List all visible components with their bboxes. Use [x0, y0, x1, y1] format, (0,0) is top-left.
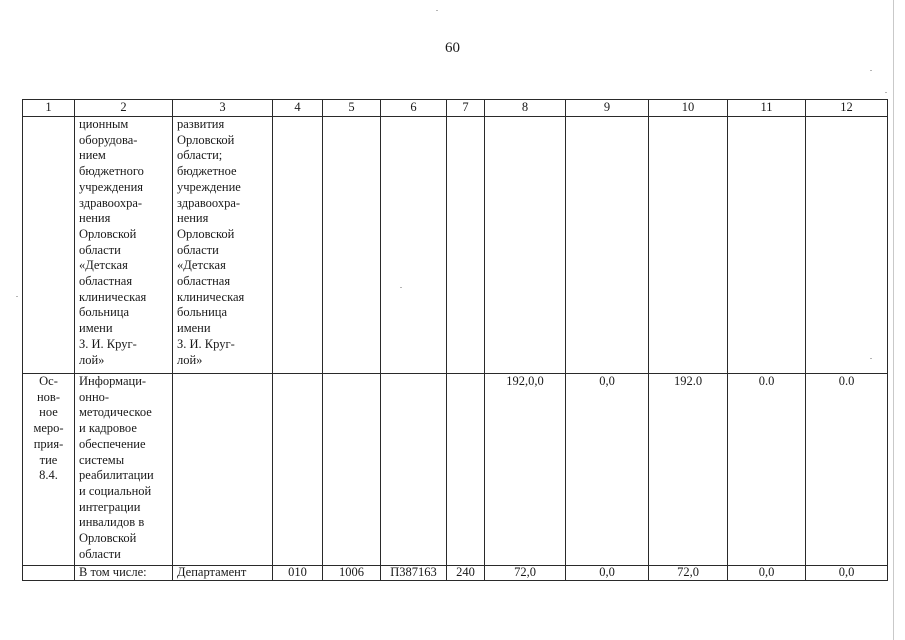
- scan-speck: [400, 287, 402, 288]
- row2-col12: 0.0: [806, 374, 888, 566]
- header-cell-7: 7: [447, 100, 485, 117]
- header-row: [23, 100, 888, 117]
- row3-col7-code: 240: [447, 566, 485, 581]
- row3-col3-department: Департамент: [173, 566, 273, 581]
- row3-col11: 0,0: [728, 566, 806, 581]
- table-row: [23, 566, 888, 581]
- header-cell-8: 8: [485, 100, 566, 117]
- table-row: [23, 117, 888, 374]
- header-cell-9: 9: [566, 100, 649, 117]
- row1-col10: [649, 117, 728, 374]
- table-row: [23, 374, 888, 566]
- header-cell-5: 5: [323, 100, 381, 117]
- scan-speck: [16, 296, 18, 297]
- header-cell-3: 3: [173, 100, 273, 117]
- row2-col7: [447, 374, 485, 566]
- row3-col12: 0,0: [806, 566, 888, 581]
- row3-col6-code: П387163: [381, 566, 447, 581]
- header-cell-12: 12: [806, 100, 888, 117]
- row1-col4: [273, 117, 323, 374]
- row3-col5-code: 1006: [323, 566, 381, 581]
- header-cell-4: 4: [273, 100, 323, 117]
- row1-col8: [485, 117, 566, 374]
- row1-col7: [447, 117, 485, 374]
- row1-col2-description: ционным оборудова- нием бюджетного учреждения здравоохра- нения Орловской области «Детская областная клиническая больница имени З. И. Круг- лой»: [75, 117, 173, 374]
- page-number: 60: [445, 40, 460, 56]
- row1-col1: [23, 117, 75, 374]
- row2-col8-total: 192,0,0: [485, 374, 566, 566]
- scan-speck: [870, 70, 872, 71]
- row2-col9: 0,0: [566, 374, 649, 566]
- row1-col6: [381, 117, 447, 374]
- row2-col4: [273, 374, 323, 566]
- row2-col11: 0.0: [728, 374, 806, 566]
- row2-col3: [173, 374, 273, 566]
- header-cell-2: 2: [75, 100, 173, 117]
- row1-col9: [566, 117, 649, 374]
- row3-col8-total: 72,0: [485, 566, 566, 581]
- header-cell-6: 6: [381, 100, 447, 117]
- scan-edge-line: [893, 0, 894, 640]
- scan-speck: [870, 358, 872, 359]
- scan-speck: [885, 92, 887, 93]
- row3-col9: 0,0: [566, 566, 649, 581]
- row3-col2-including: В том числе:: [75, 566, 173, 581]
- row3-col4-code: 010: [273, 566, 323, 581]
- row2-col5: [323, 374, 381, 566]
- row3-col1: [23, 566, 75, 581]
- header-cell-1: 1: [23, 100, 75, 117]
- row1-col11: [728, 117, 806, 374]
- header-cell-10: 10: [649, 100, 728, 117]
- header-cell-11: 11: [728, 100, 806, 117]
- row1-col12: [806, 117, 888, 374]
- row1-col3-executor: развития Орловской области; бюджетное учреждение здравоохра- нения Орловской области «Детская областная клиническая больница имени З. И. Круг- лой»: [173, 117, 273, 374]
- scan-speck: [436, 10, 438, 11]
- row2-col6: [381, 374, 447, 566]
- row1-col5: [323, 117, 381, 374]
- row2-col10: 192.0: [649, 374, 728, 566]
- budget-table: [22, 99, 888, 581]
- row2-col2-description: Информаци- онно- методическое и кадровое обеспечение системы реабилитации и социальной интеграции инвалидов в Орловской области: [75, 374, 173, 566]
- row3-col10: 72,0: [649, 566, 728, 581]
- row2-col1-measure-label: Ос- нов- ное меро- прия- тие 8.4.: [23, 374, 75, 566]
